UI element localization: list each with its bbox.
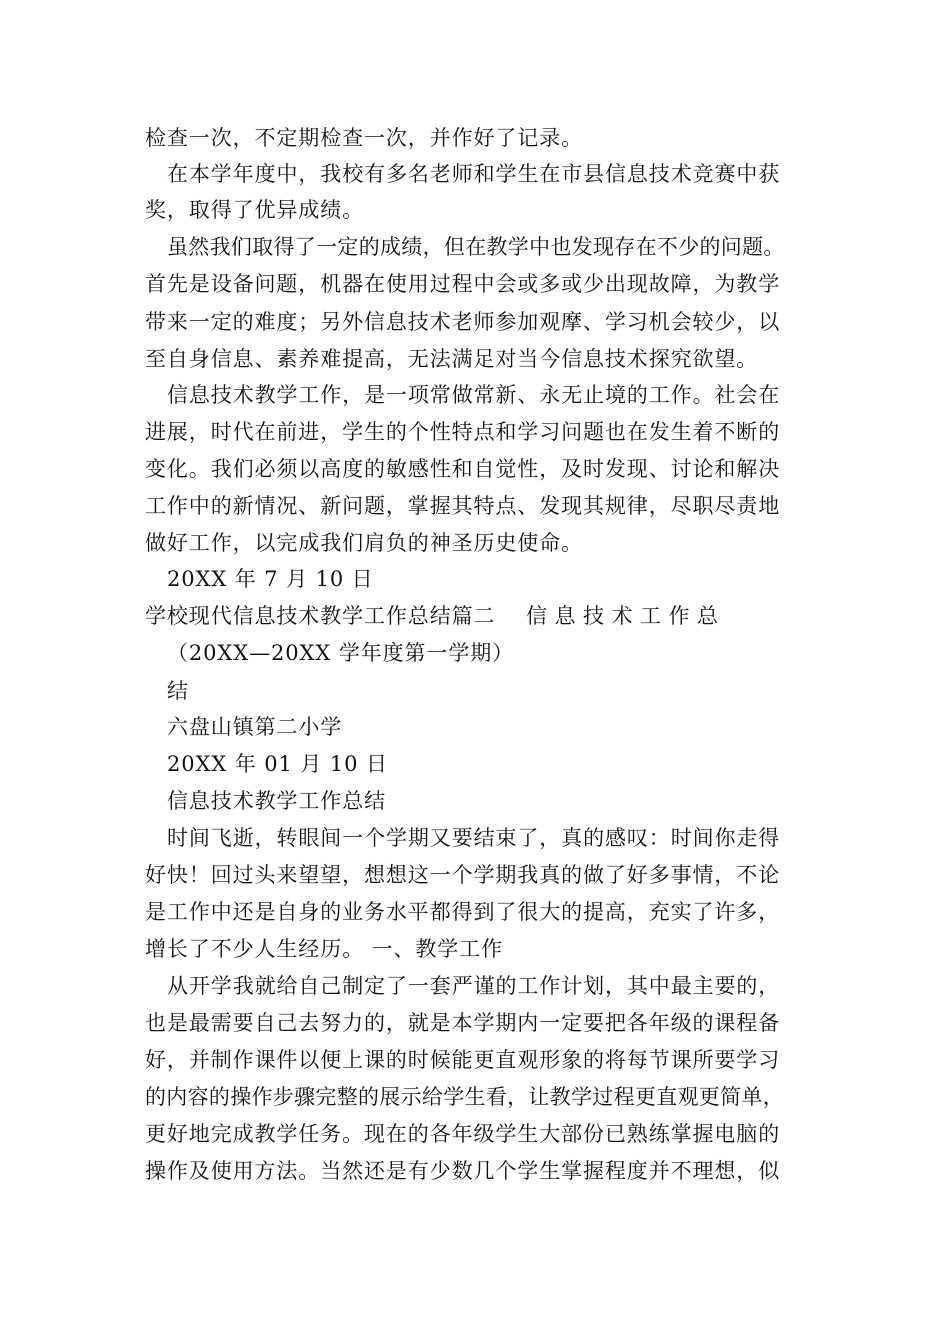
text-line: 操作及使用方法。当然还是有少数几个学生掌握程度并不理想，似 [145,1159,781,1183]
text-line: 变化。我们必须以高度的敏感性和自觉性，及时发现、讨论和解决 [145,457,781,481]
text-line: 工作中的新情况、新问题，掌握其特点、发现其规律，尽职尽责地 [145,494,781,518]
text-line: 带来一定的难度；另外信息技术老师参加观摩、学习机会较少，以 [145,310,781,334]
text-line: 也是最需要自己去努力的，就是本学期内一定要把各年级的课程备 [145,1011,781,1035]
text-line: 做好工作，以完成我们肩负的神圣历史使命。 [145,531,583,555]
paragraph-start: 时间飞逝，转眼间一个学期又要结束了，真的感叹：时间你走得 [167,826,781,850]
text-line: 好，并制作课件以便上课的时候能更直观形象的将每节课所要学习 [145,1048,781,1072]
heading-part: 信息技术工作总 [526,604,726,628]
term-line: （20XX—20XX 学年度第一学期） [167,641,515,665]
text-line: 检查一次，不定期检查一次，并作好了记录。 [145,126,583,150]
text-line: 好快！回过头来望望，想想这一个学期我真的做了好多事情，不论 [145,863,781,887]
text-line: 的内容的操作步骤完整的展示给学生看，让教学过程更直观更简单， [145,1085,784,1109]
school-name: 六盘山镇第二小学 [167,715,343,739]
section-title: 学校现代信息技术教学工作总结篇二 [145,604,496,628]
text-line: 增长了不少人生经历。 一、教学工作 [145,937,503,961]
text-line: 首先是设备问题，机器在使用过程中会或多或少出现故障，为教学 [145,272,781,296]
text-line: 更好地完成教学任务。现在的各年级学生大部份已熟练掌握电脑的 [145,1122,781,1146]
text-line: 进展，时代在前进，学生的个性特点和学习问题也在发生着不断的 [145,420,781,444]
paragraph-start: 虽然我们取得了一定的成绩，但在教学中也发现存在不少的问题。 [167,235,785,259]
date-line: 20XX 年 01 月 10 日 [167,752,388,776]
date-line: 20XX 年 7 月 10 日 [167,567,374,591]
paragraph-start: 在本学年度中，我校有多名老师和学生在市县信息技术竞赛中获 [167,162,781,186]
text-line: 是工作中还是自身的业务水平都得到了很大的提高，充实了许多， [145,900,781,924]
text-line: 至自身信息、素养难提高，无法满足对当今信息技术探究欲望。 [145,347,759,371]
heading-part: 结 [167,679,189,703]
document-title: 信息技术教学工作总结 [167,789,386,813]
paragraph-start: 信息技术教学工作，是一项常做常新、永无止境的工作。社会在 [167,383,781,407]
text-line: 奖，取得了优异成绩。 [145,198,364,222]
paragraph-start: 从开学我就给自己制定了一套严谨的工作计划，其中最主要的， [167,974,781,998]
